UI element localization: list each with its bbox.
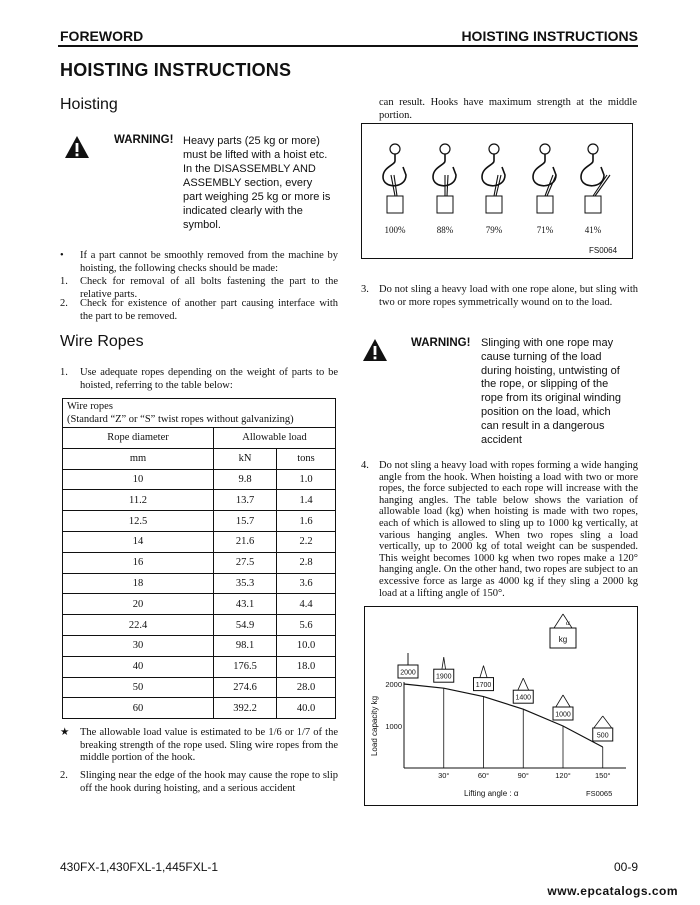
list-item-text: If a part cannot be smoothly removed from the machine by hoisting, the following checks should be made: (80, 250, 338, 274)
y-tick-label: 1000 (385, 722, 402, 731)
cell-tons: 10.0 (277, 635, 336, 656)
warning-line: part weighing 25 kg or more is (183, 191, 331, 203)
hook-strength-figure (361, 123, 633, 259)
hook-strength-percent: 71% (536, 225, 554, 235)
hook-strength-percent: 41% (584, 225, 602, 235)
cell-kn: 13.7 (214, 490, 277, 511)
cell-tons: 2.2 (277, 531, 336, 552)
warning-line: indicated clearly with the (183, 205, 303, 217)
chart-plot-area (370, 614, 626, 798)
list-number: 2. (60, 770, 68, 781)
warning-line: symbol. (183, 219, 221, 231)
table-row (63, 615, 336, 636)
cell-kn: 35.3 (214, 573, 277, 594)
warning-line: position on the load, which (481, 405, 611, 418)
load-illustration (553, 695, 573, 720)
load-capacity-chart (364, 606, 638, 806)
warning-line: Slinging with one rope may (481, 337, 614, 349)
table-row (63, 594, 336, 615)
y-axis-label: Load capacity kg (370, 695, 379, 757)
hook-strength-percent: 88% (436, 225, 454, 235)
list-item-text: Slinging near the edge of the hook may cause the rope to slip off the hook during hoisting, and a serious accident (80, 770, 338, 794)
cell-diameter: 30 (63, 635, 214, 656)
list-number: 3. (361, 284, 369, 295)
list-number: 1. (60, 276, 68, 287)
list-item-text: Do not sling a heavy load with ropes forming a wide hanging angle from the hook. When hoisting a load with two or more ropes, the force subjected to each rope will increase with the hanging angles. The table below shows the variation of allowable load (kg) when hoisting is made with two ropes, each of which is allowed to sling up to 1000 kg vertically, at various hanging angles. When two ropes sling a load vertically, up to 2000 kg of total weight can be suspended. This weight becomes 1000 kg when two ropes make a 120° hanging angle. On the other hand, two ropes are subject to an excessive force as large as 4000 kg if they sling a 2000 kg load at a lifting angle of 150°. (379, 460, 638, 599)
load-value-label: 1900 (435, 673, 452, 681)
star-icon: ★ (60, 727, 70, 738)
column-header: Allowable load (214, 428, 336, 449)
hook-strength-percent: 100% (384, 225, 406, 235)
list-item (60, 250, 338, 275)
warning-line: In the DISASSEMBLY AND (183, 163, 316, 175)
warning-line: cause turning of the load (481, 350, 602, 363)
warning-label: WARNING! (411, 337, 471, 349)
table-row (63, 469, 336, 490)
cell-kn: 43.1 (214, 594, 277, 615)
cell-kn: 9.8 (214, 469, 277, 490)
x-tick-label: 90° (517, 771, 529, 780)
alpha-symbol: α (566, 619, 570, 627)
warning-line: must be lifted with a hoist etc. (183, 149, 328, 161)
cell-tons: 5.6 (277, 615, 336, 636)
cell-tons: 40.0 (277, 698, 336, 719)
cell-diameter: 60 (63, 698, 214, 719)
header-rule (58, 45, 638, 47)
cell-diameter: 50 (63, 677, 214, 698)
cell-tons: 3.6 (277, 573, 336, 594)
load-illustration (434, 657, 454, 682)
cell-diameter: 40 (63, 656, 214, 677)
list-number: 1. (60, 367, 68, 378)
footer-model: 430FX-1,430FXL-1,445FXL-1 (60, 860, 219, 874)
section-title-hoisting: Hoisting (60, 96, 118, 113)
list-number: 2. (60, 298, 68, 309)
table-title-line: (Standard “Z” or “S” twist ropes without galvanizing) (67, 414, 294, 425)
list-item-text: Use adequate ropes depending on the weight of parts to be hoisted, referring to the table below: (80, 367, 338, 391)
unit-header: kN (214, 448, 277, 469)
cell-tons: 2.8 (277, 552, 336, 573)
cell-diameter: 22.4 (63, 615, 214, 636)
cell-tons: 1.0 (277, 469, 336, 490)
figure-code: FS0065 (586, 789, 613, 798)
cell-diameter: 11.2 (63, 490, 214, 511)
table-row (63, 511, 336, 532)
watermark: www.epcatalogs.com (547, 884, 678, 898)
table-row (63, 656, 336, 677)
hook-diagram (533, 144, 556, 235)
table-row (63, 552, 336, 573)
y-tick-label: 2000 (385, 680, 402, 689)
column-header: Rope diameter (63, 428, 214, 449)
legend-unit-label: kg (558, 635, 568, 644)
cell-tons: 18.0 (277, 656, 336, 677)
load-value-label: 2000 (400, 669, 416, 677)
load-illustration (513, 678, 533, 703)
cell-kn: 27.5 (214, 552, 277, 573)
load-value-label: 500 (596, 732, 609, 740)
table-row (63, 698, 336, 719)
list-item (60, 367, 338, 392)
section-title-wire-ropes: Wire Ropes (60, 333, 144, 350)
load-illustration (593, 716, 613, 741)
figure-code: FS0064 (589, 246, 618, 255)
hook-diagram (581, 144, 610, 235)
continued-text: can result. Hooks have maximum strength at the middle portion. (379, 97, 637, 121)
list-item (60, 298, 338, 323)
table-row (63, 677, 336, 698)
hook-diagram (482, 144, 505, 235)
x-axis-label: Lifting angle : α (464, 789, 519, 798)
load-illustration (474, 666, 494, 691)
warning-icon (64, 135, 90, 159)
list-item-text: Check for existence of another part causing interface with the part to be removed. (80, 298, 338, 322)
unit-header: tons (277, 448, 336, 469)
cell-diameter: 20 (63, 594, 214, 615)
x-tick-label: 150° (594, 771, 611, 780)
cell-diameter: 14 (63, 531, 214, 552)
x-tick-label: 60° (477, 771, 490, 780)
cell-diameter: 16 (63, 552, 214, 573)
load-illustration (398, 653, 418, 678)
table-body (63, 469, 336, 719)
cell-kn: 392.2 (214, 698, 277, 719)
cell-kn: 15.7 (214, 511, 277, 532)
header-chapter-label: HOISTING INSTRUCTIONS (461, 28, 638, 44)
table-row (63, 531, 336, 552)
legend-weight-icon (550, 614, 576, 648)
warning-line: accident (481, 433, 522, 446)
note-text: The allowable load value is estimated to be 1/6 or 1/7 of the breaking strength of the rope used. Sling wire ropes from the middle portion of the hook. (80, 727, 338, 763)
cell-diameter: 12.5 (63, 511, 214, 532)
list-item (361, 284, 638, 309)
warning-line: the rope, or slipping of the (481, 378, 609, 391)
bullet-mark: • (60, 250, 64, 261)
warning-line: rope from its original winding (481, 392, 622, 405)
table-title (63, 399, 336, 428)
load-value-label: 1000 (555, 711, 571, 719)
list-item (60, 770, 338, 795)
hook-diagram (433, 144, 456, 235)
x-tick-label: 30° (438, 771, 450, 780)
hook-strength-percent: 79% (485, 225, 503, 235)
warning-text (481, 337, 641, 447)
table-row (63, 573, 336, 594)
list-number: 4. (361, 460, 369, 471)
cell-tons: 1.6 (277, 511, 336, 532)
table-title-line: Wire ropes (67, 401, 113, 412)
cell-kn: 98.1 (214, 635, 277, 656)
table-row (63, 490, 336, 511)
cell-kn: 176.5 (214, 656, 277, 677)
table-row (63, 635, 336, 656)
footer-page-number: 00-9 (613, 860, 638, 874)
warning-line: Heavy parts (25 kg or more) (183, 135, 320, 147)
cell-tons: 4.4 (277, 594, 336, 615)
warning-text (183, 134, 343, 232)
list-item-text: Check for removal of all bolts fastening the part to the relative parts. (80, 276, 338, 300)
cell-diameter: 10 (63, 469, 214, 490)
x-tick-label: 120° (555, 771, 571, 780)
list-item (361, 460, 638, 599)
warning-icon (362, 338, 388, 362)
cell-tons: 28.0 (277, 677, 336, 698)
list-item-text: Do not sling a heavy load with one rope alone, but sling with two or more ropes symmetrically wound on to the load. (379, 284, 638, 308)
cell-kn: 21.6 (214, 531, 277, 552)
page-title: HOISTING INSTRUCTIONS (60, 60, 292, 80)
unit-header: mm (63, 448, 214, 469)
warning-line: ASSEMBLY section, every (183, 177, 313, 189)
note-item (60, 727, 338, 765)
load-value-label: 1700 (475, 682, 492, 690)
warning-line: can result in a dangerous (481, 419, 605, 432)
hook-group (383, 144, 610, 235)
cell-kn: 274.6 (214, 677, 277, 698)
cell-tons: 1.4 (277, 490, 336, 511)
warning-line: during hoisting, untwisting of (481, 364, 620, 377)
hook-diagram (383, 144, 406, 235)
rope-table (62, 398, 336, 719)
cell-diameter: 18 (63, 573, 214, 594)
cell-kn: 54.9 (214, 615, 277, 636)
warning-label: WARNING! (114, 134, 174, 146)
header-section-label: FOREWORD (60, 28, 144, 44)
load-value-label: 1400 (515, 694, 532, 702)
